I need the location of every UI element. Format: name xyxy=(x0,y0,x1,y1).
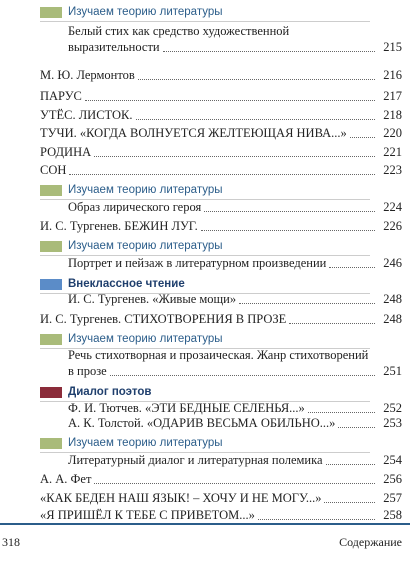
toc-entry-page: 257 xyxy=(383,491,402,505)
section-title: Изучаем теорию литературы xyxy=(68,184,223,196)
toc-entry-title: А. А. Фет xyxy=(40,472,92,486)
dot-leader xyxy=(204,210,375,212)
section-title: Изучаем теорию литературы xyxy=(68,240,223,252)
toc-entry[interactable] xyxy=(68,401,402,416)
section-title: Изучаем теорию литературы xyxy=(68,6,223,18)
toc-entry-title: М. Ю. Лермонтов xyxy=(40,68,135,82)
toc-entry[interactable] xyxy=(40,89,402,104)
toc-entry-line: Белый стих как средство художественной xyxy=(68,24,290,38)
toc-entry[interactable] xyxy=(40,145,402,160)
toc-entry[interactable] xyxy=(40,108,402,123)
toc-entry-title: И. С. Тургенев. БЕЖИН ЛУГ. xyxy=(40,219,198,233)
page-number: 318 xyxy=(2,535,20,549)
toc-entry[interactable] xyxy=(40,508,402,523)
toc-entry-title: РОДИНА xyxy=(40,145,92,159)
dot-leader xyxy=(258,518,375,520)
toc-entry[interactable] xyxy=(40,126,402,141)
toc-entry[interactable] xyxy=(68,292,402,307)
section-marker xyxy=(40,334,62,345)
toc-entry[interactable] xyxy=(68,40,402,55)
toc-entry-title: Образ лирического героя xyxy=(68,200,202,214)
toc-entry-title: выразительности xyxy=(68,40,160,54)
dot-leader xyxy=(94,482,375,484)
toc-entry[interactable] xyxy=(40,472,402,487)
toc-entry-page: 258 xyxy=(383,508,402,522)
toc-entry[interactable] xyxy=(68,453,402,468)
toc-entry-title: Ф. И. Тютчев. «ЭТИ БЕДНЫЕ СЕЛЕНЬЯ...» xyxy=(68,401,305,415)
toc-entry-title: Литературный диалог и литературная полемика xyxy=(68,453,323,467)
toc-entry-page: 226 xyxy=(383,219,402,233)
toc-entry-page: 217 xyxy=(383,89,402,103)
dot-leader xyxy=(239,302,375,304)
dot-leader xyxy=(110,374,375,376)
section-marker xyxy=(40,185,62,196)
toc-entry[interactable] xyxy=(68,364,402,379)
toc-entry[interactable] xyxy=(68,256,402,271)
section-title: Изучаем теорию литературы xyxy=(68,437,223,449)
toc-entry-page: 216 xyxy=(383,68,402,82)
toc-entry-title: И. С. Тургенев. СТИХОТВОРЕНИЯ В ПРОЗЕ xyxy=(40,312,287,326)
toc-entry-page: 218 xyxy=(383,108,402,122)
section-marker xyxy=(40,438,62,449)
section-header-theory-2 xyxy=(40,182,370,198)
footer-divider xyxy=(0,523,410,525)
toc-entry-page: 248 xyxy=(383,292,402,306)
section-marker xyxy=(40,387,62,398)
toc-entry-page: 253 xyxy=(383,416,402,430)
section-title: Внеклассное чтение xyxy=(68,278,185,290)
dot-leader xyxy=(289,322,375,324)
toc-entry-line: Речь стихотворная и прозаическая. Жанр стихотворений xyxy=(68,348,369,362)
toc-entry-page: 220 xyxy=(383,126,402,140)
toc-entry-page: 256 xyxy=(383,472,402,486)
toc-entry-page: 223 xyxy=(383,163,402,177)
section-marker xyxy=(40,279,62,290)
section-header-theory-1 xyxy=(40,4,370,20)
toc-entry-title: «Я ПРИШЁЛ К ТЕБЕ С ПРИВЕТОМ...» xyxy=(40,508,255,522)
dot-leader xyxy=(350,136,375,138)
dot-leader xyxy=(94,155,375,157)
dot-leader xyxy=(329,266,375,268)
toc-entry[interactable] xyxy=(68,200,402,215)
section-marker xyxy=(40,241,62,252)
dot-leader xyxy=(163,50,375,52)
section-header-theory-5 xyxy=(40,435,370,451)
toc-entry-page: 246 xyxy=(383,256,402,270)
dot-leader xyxy=(338,426,375,428)
dot-leader xyxy=(138,78,375,80)
toc-entry[interactable] xyxy=(40,219,402,234)
section-header-theory-3 xyxy=(40,238,370,254)
section-header-poets-dialog xyxy=(40,384,370,400)
toc-entry[interactable] xyxy=(68,416,402,431)
toc-entry[interactable] xyxy=(40,163,402,178)
toc-entry-page: 221 xyxy=(383,145,402,159)
toc-entry-page: 252 xyxy=(383,401,402,415)
running-footer-title: Содержание xyxy=(339,535,402,549)
toc-entry-title: И. С. Тургенев. «Живые мощи» xyxy=(68,292,237,306)
toc-entry-title: в прозе xyxy=(68,364,107,378)
toc-entry-title: «КАК БЕДЕН НАШ ЯЗЫК! – ХОЧУ И НЕ МОГУ...» xyxy=(40,491,322,505)
toc-entry[interactable] xyxy=(40,68,402,83)
dot-leader xyxy=(326,463,375,465)
toc-entry-title: ПАРУС xyxy=(40,89,82,103)
toc-entry-page: 224 xyxy=(383,200,402,214)
section-divider xyxy=(40,21,370,22)
toc-entry-title: СОН xyxy=(40,163,67,177)
section-header-theory-4 xyxy=(40,331,370,347)
toc-entry-title: А. К. Толстой. «ОДАРИВ ВЕСЬМА ОБИЛЬНО...» xyxy=(68,416,336,430)
toc-entry-page: 251 xyxy=(383,364,402,378)
section-marker xyxy=(40,7,62,18)
toc-entry-title: УТЁС. ЛИСТОК. xyxy=(40,108,133,122)
toc-entry-page: 248 xyxy=(383,312,402,326)
dot-leader xyxy=(136,118,375,120)
dot-leader xyxy=(324,501,375,503)
section-header-extra-reading xyxy=(40,276,370,292)
toc-entry-title: ТУЧИ. «КОГДА ВОЛНУЕТСЯ ЖЕЛТЕЮЩАЯ НИВА...» xyxy=(40,126,347,140)
toc-entry-title: Портрет и пейзаж в литературном произведении xyxy=(68,256,327,270)
toc-entry-page: 215 xyxy=(383,40,402,54)
dot-leader xyxy=(308,411,375,413)
section-title: Диалог поэтов xyxy=(68,386,152,398)
toc-entry-page: 254 xyxy=(383,453,402,467)
dot-leader xyxy=(69,173,375,175)
section-title: Изучаем теорию литературы xyxy=(68,333,223,345)
toc-entry[interactable] xyxy=(40,312,402,327)
dot-leader xyxy=(201,229,375,231)
dot-leader xyxy=(85,99,375,101)
toc-entry[interactable] xyxy=(40,491,402,506)
